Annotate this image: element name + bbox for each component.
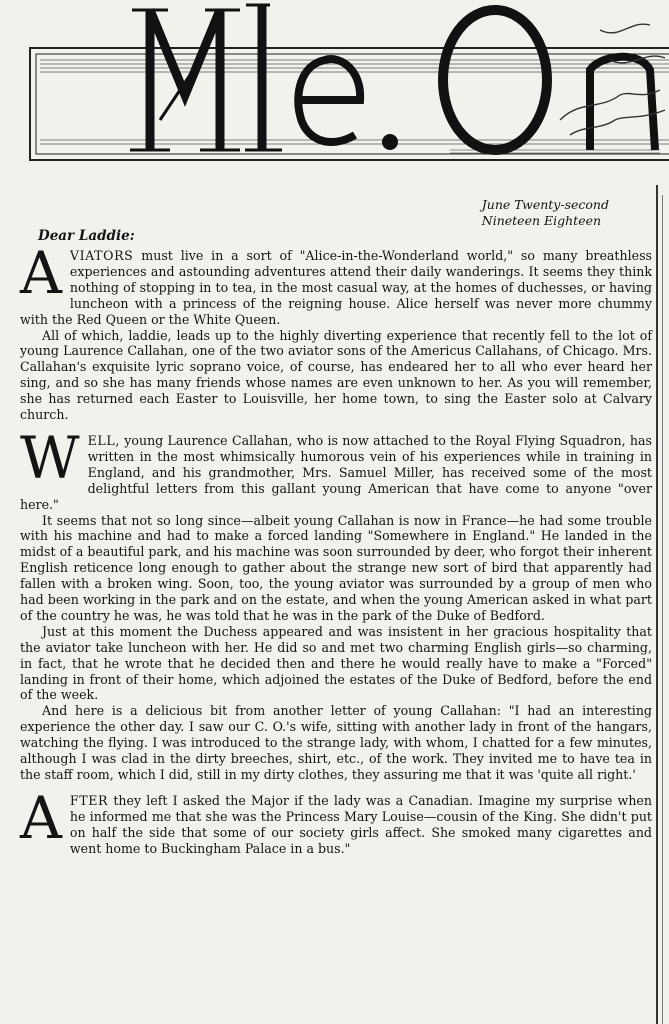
paragraph-1 xyxy=(20,239,652,328)
salutation: Dear Laddie: xyxy=(38,228,135,244)
masthead-frame xyxy=(0,0,669,170)
paragraph-7 xyxy=(20,783,652,857)
paragraph-6: And here is a delicious bit from another letter of young Callahan: "I had an interesting experience the other day. I saw our C. O.'s wife, sitting with another lady in front of the hangars, watching the flying. I was introduced to the strange lady, with whom, I chatted for a few minutes, although I was clad in the dirty breeches, shirt, etc., of the work. They invited me to have tea in the staff room, which I did, still in my dirty clothes, they assuring me that it was 'quite all right.' xyxy=(20,703,652,782)
paragraph-2: All of which, laddie, leads up to the highly diverting experience that recently fell to the lot of young Laurence Callahan, one of the two aviator sons of the Americus Callahans, of Chicago. Mrs. Callahan's exquisite lyric soprano voice, of course, has endeared her to all who ever heard her sing, and so she has many friends whose names are even unknown to her. As you will remember, she has returned each Easter to Louisville, her home town, to sing the Easter solo at Calvary church. xyxy=(20,327,652,423)
paragraph-4: It seems that not so long since—albeit young Callahan is now in France—he had some trouble with his machine and had to make a forced landing "Somewhere in England." He landed in the midst of a beautiful park, and his machine was soon surrounded by deer, who forgot their inherent English reticence long enough to gather about the strange new sort of bird that apparently had fallen with a broken wing. Soon, too, the young aviator was surrounded by a group of men who had been working in the park and on the estate, and when the young American asked in what part of the country he was, he was told that he was in the park of the Duke of Bedford. xyxy=(20,512,652,623)
date-line-1: June Twenty-second xyxy=(481,197,609,212)
dropcap: A xyxy=(20,239,62,307)
dropcap: A xyxy=(20,783,62,852)
article-body xyxy=(20,239,652,857)
dropcap: W xyxy=(20,423,80,492)
column-rule-secondary xyxy=(662,195,663,1024)
paragraph-text: young Laurence Callahan, who is now attached to the Royal Flying Squadron, has written in the most whimsically humorous vein of his experiences while in training in England, and his grandmother, Mrs. Samuel Miller, has received some of the most delightful letters from this gallant young American that have come to anyone "over here." xyxy=(20,432,652,512)
lead-word: VIATORS xyxy=(69,248,134,263)
paragraph-text: must live in a sort of "Alice-in-the-Wonderland world," so many breathless experiences and astounding adventures attend their daily wanderings. It seems they think nothing of stopping in to tea, in the most casual way, at the homes of duchesses, or having luncheon with a princess of the reigning house. Alice herself was never more chummy with the Red Queen or the White Queen. xyxy=(20,248,652,327)
lead-word: FTER xyxy=(69,792,109,808)
masthead xyxy=(0,0,669,170)
lead-word: ELL, xyxy=(87,432,120,448)
paragraph-text: they left I asked the Major if the lady was a Canadian. Imagine my surprise when he informed me that she was the Princess Mary Louise—cousin of the King. She didn't put on half the side that some of our society girls affect. She smoked many cigarettes and went home to Buckingham Palace in a bus." xyxy=(69,792,652,856)
paragraph-3 xyxy=(20,423,652,513)
dateline xyxy=(482,197,609,229)
date-line-2: Nineteen Eighteen xyxy=(481,213,602,228)
column-rule xyxy=(656,185,658,1024)
paragraph-5: Just at this moment the Duchess appeared and was insistent in her gracious hospitality that the aviator take luncheon with her. He did so and met two charming English girls—so charming, in fact, that he wrote that he decided then and there he would really have to make a "Forced" landing in front of their home, which adjoined the estates of the Duke of Bedford, before the end of the week. xyxy=(20,623,652,703)
